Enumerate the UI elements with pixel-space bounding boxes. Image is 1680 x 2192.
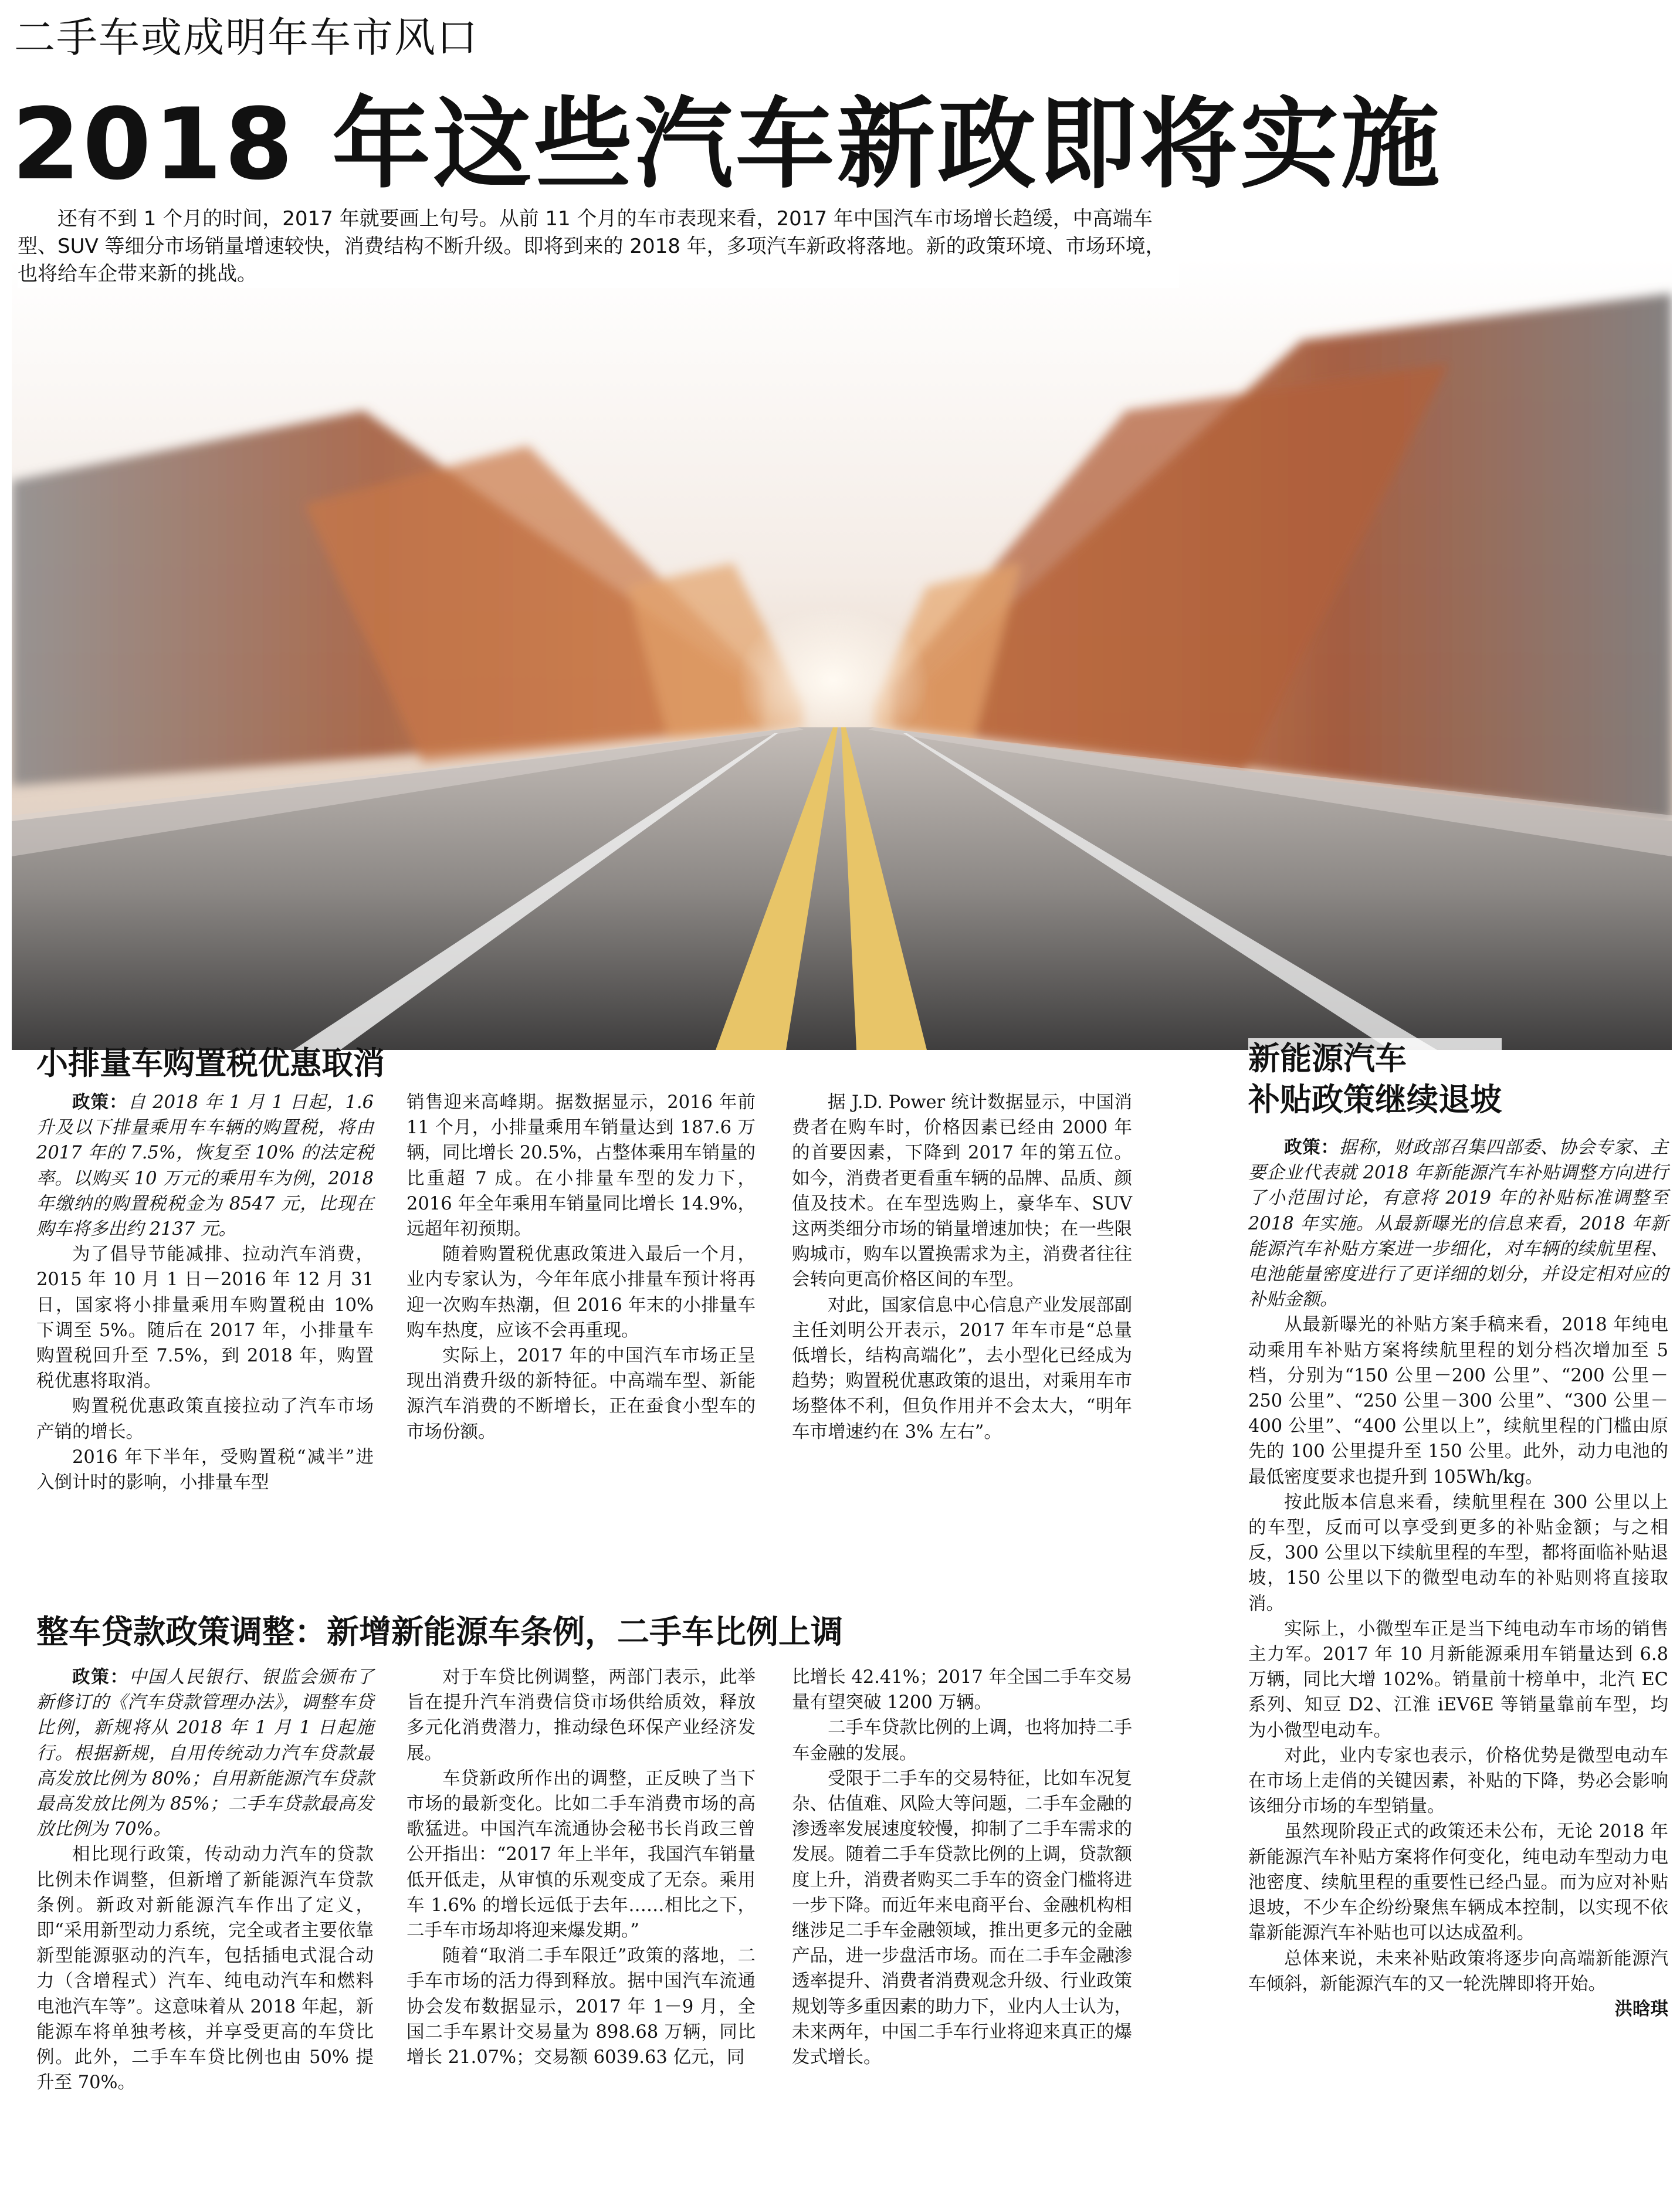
section1-policy-label: 政策： [72,1092,128,1113]
section2-col2-paragraph: 随着“取消二手车限迁”政策的落地，二手车市场的活力得到释放。据中国汽车流通协会发布数据显示，2017 年 1－9 月，全国二手车累计交易量为 898.68 万辆，同比增长 21.07%；交易额 6039.63 亿元，同 [407,1946,756,2068]
section1-col3-paragraph: 据 J.D. Power 统计数据显示，中国消费者在购车时，价格因素已经由 2000 年的首要因素，下降到 2017 年的第五位。如今，消费者更看重车辆的品牌、品质、颜值及技术。在车型选购上，豪华车、SUV 这两类细分市场的销量增速加快；在一些限购城市，购车以置换需求为主，消费者往往会转向更高价格区间的车型。 [792,1092,1132,1290]
section3-policy-label: 政策： [1284,1137,1339,1158]
section3-paragraph: 虽然现阶段正式的政策还未公布，无论 2018 年新能源汽车补贴方案将作何变化，纯电动车型动力电池密度、续航里程的重要性已经凸显。而为应对补贴退坡，不少车企纷纷聚焦车辆成本控制，以实现不依靠新能源汽车补贴也可以达成盈利。 [1248,1821,1668,1944]
section2-policy-text: 中国人民银行、银监会颁布了新修订的《汽车贷款管理办法》，调整车贷比例，新规将从 2018 年 1 月 1 日起施行。根据新规，自用传统动力汽车贷款最高发放比例为 80%；自用新能源汽车贷款最高发放比例为 85%；二手车贷款最高发放比例为 70%。 [36,1667,374,1840]
section1-column-1 [36,1090,374,1495]
headline: 2018 年这些汽车新政即将实施 [12,87,1442,202]
section3-policy-text: 据称，财政部召集四部委、协会专家、主要企业代表就 2018 年新能源汽车补贴调整方向进行了小范围讨论，有意将 2019 年的补贴标准调整至 2018 年实施。从最新曝光的信息来看，2018 年新能源汽车补贴方案进一步细化，对车辆的续航里程、电池能量密度进行了更详细的划分，并设定相对应的补贴金额。 [1248,1137,1669,1310]
section2-column-1 [36,1665,374,2095]
section2-col1-paragraph: 相比现行政策，传动动力汽车的贷款比例未作调整，但新增了新能源汽车贷款条例。新政对新能源汽车作出了定义，即“采用新型动力系统，完全或者主要依靠新型能源驱动的汽车，包括插电式混合动力（含增程式）汽车、纯电动汽车和燃料电池汽车等”。这意味着从 2018 年起，新能源车将单独考核，并享受更高的车贷比例。此外，二手车车贷比例也由 50% 提升至 70%。 [36,1844,374,2093]
kicker: 二手车或成明年车市风口 [14,13,479,62]
section2-column-2 [407,1665,756,2070]
section1-col1-paragraph: 购置税优惠政策直接拉动了汽车市场产销的增长。 [36,1396,374,1442]
section2-col3-paragraph: 二手车贷款比例的上调，也将加持二手车金融的发展。 [792,1717,1132,1764]
section1-col3-paragraph: 对此，国家信息中心信息产业发展部副主任刘明公开表示，2017 年车市是“总量低增长，结构高端化”，去小型化已经成为趋势；购置税优惠政策的退出，对乘用车市场整体不利，但负作用并不会太大，“明年车市增速约在 3% 左右”。 [792,1295,1132,1442]
section1-col2-paragraph: 销售迎来高峰期。据数据显示，2016 年前 11 个月，小排量乘用车销量达到 187.6 万辆，同比增长 20.5%，占整体乘用车销量的比重超 7 成。在小排量车型的发力下，2016 年全年乘用车销量同比增长 14.9%，远超年初预期。 [407,1092,756,1240]
section3-title-line1: 新能源汽车 [1248,1040,1407,1077]
section3-paragraph: 按此版本信息来看，续航里程在 300 公里以上的车型，反而可以享受到更多的补贴金额；与之相反，300 公里以下续航里程的车型，都将面临补贴退坡，150 公里以下的微型电动车的补贴则将直接取消。 [1248,1492,1668,1614]
section1-column-2 [407,1090,756,1445]
section2-col3-paragraph: 比增长 42.41%；2017 年全国二手车交易量有望突破 1200 万辆。 [792,1667,1132,1713]
section3-paragraph: 总体来说，未来补贴政策将逐步向高端新能源汽车倾斜，新能源汽车的又一轮洗牌即将开始。 [1248,1948,1668,1994]
lead-paragraph: 还有不到 1 个月的时间，2017 年就要画上句号。从前 11 个月的车市表现来看，2017 年中国汽车市场增长趋缓，中高端车型、SUV 等细分市场销量增速较快，消费结构不断升级。即将到来的 2018 年，多项汽车新政将落地。新的政策环境、市场环境，也将给车企带来新的挑战。 [18,205,1179,288]
section3-title [1248,1038,1502,1120]
section2-policy-label: 政策： [72,1667,129,1688]
section1-col2-paragraph: 随着购置税优惠政策进入最后一个月，业内专家认为，今年年底小排量车预计将再迎一次购车热潮，但 2016 年末的小排量车购车热度，应该不会再重现。 [407,1244,756,1341]
section3-title-line2: 补贴政策继续退坡 [1248,1081,1502,1118]
section2-title: 整车贷款政策调整：新增新能源车条例，二手车比例上调 [36,1613,844,1651]
section1-policy-text: 自 2018 年 1 月 1 日起，1.6 升及以下排量乘用车车辆的购置税，将由 2017 年的 7.5%，恢复至 10% 的法定税率。以购买 10 万元的乘用车为例，2018 年缴纳的购置税税金为 8547 元，比现在购车将多出约 2137 元。 [36,1092,374,1240]
section2-column-3 [792,1665,1132,2070]
section3-column [1248,1135,1668,2022]
photo-illustration [12,258,1672,1050]
section1-col2-paragraph: 实际上，2017 年的中国汽车市场正呈现出消费升级的新特征。中高端车型、新能源汽车消费的不断增长，正在蚕食小型车的市场份额。 [407,1346,756,1442]
section1-column-3 [792,1090,1132,1445]
section1-title: 小排量车购置税优惠取消 [36,1045,385,1082]
section2-col3-paragraph: 受限于二手车的交易特征，比如车况复杂、估值难、风险大等问题，二手车金融的渗透率发展速度较慢，抑制了二手车需求的发展。随着二手车贷款比例的上调，贷款额度上升，消费者购买二手车的资金门槛将进一步下降。而近年来电商平台、金融机构相继涉足二手车金融领域，推出更多元的金融产品，进一步盘活市场。而在二手车金融渗透率提升、消费者消费观念升级、行业政策规划等多重因素的助力下，业内人士认为，未来两年，中国二手车行业将迎来真正的爆发式增长。 [792,1768,1132,2068]
section3-paragraph: 实际上，小微型车正是当下纯电动车市场的销售主力军。2017 年 10 月新能源乘用车销量达到 6.8 万辆，同比大增 102%。销量前十榜单中，北汽 EC 系列、知豆 D2、江淮 iEV6E 等销量靠前车型，均为小微型电动车。 [1248,1618,1668,1741]
section1-col1-paragraph: 2016 年下半年，受购置税“减半”进入倒计时的影响，小排量车型 [36,1446,374,1493]
section2-col2-paragraph: 车贷新政所作出的调整，正反映了当下市场的最新变化。比如二手车消费市场的高歌猛进。中国汽车流通协会秘书长肖政三曾公开指出：“2017 年上半年，我国汽车销量低开低走，从审慎的乐观变成了无奈。乘用车 1.6% 的增长远低于去年……相比之下，二手车市场却将迎来爆发期。” [407,1768,756,1942]
section3-paragraph: 从最新曝光的补贴方案手稿来看，2018 年纯电动乘用车补贴方案将续航里程的划分档次增加至 5 档，分别为“150 公里－200 公里”、“200 公里－250 公里”、“250 公里－300 公里”、“300 公里－400 公里”、“400 公里以上”，续航里程的门槛由原先的 100 公里提升至 150 公里。此外，动力电池的最低密度要求也提升到 105Wh/kg。 [1248,1314,1668,1488]
byline: 洪晗琪 [1614,1998,1668,2020]
section3-paragraph: 对此，业内专家也表示，价格优势是微型电动车在市场上走俏的关键因素，补贴的下降，势必会影响该细分市场的车型销量。 [1248,1745,1668,1817]
section1-col1-paragraph: 为了倡导节能减排、拉动汽车消费，2015 年 10 月 1 日－2016 年 12 月 31 日，国家将小排量乘用车购置税由 10% 下调至 5%。随后在 2017 年，小排量车购置税回升至 7.5%，到 2018 年，购置税优惠将取消。 [36,1244,374,1392]
section2-col2-paragraph: 对于车贷比例调整，两部门表示，此举旨在提升汽车消费信贷市场供给质效，释放多元化消费潜力，推动绿色环保产业经济发展。 [407,1667,756,1764]
highway-city-photo [12,258,1672,1050]
